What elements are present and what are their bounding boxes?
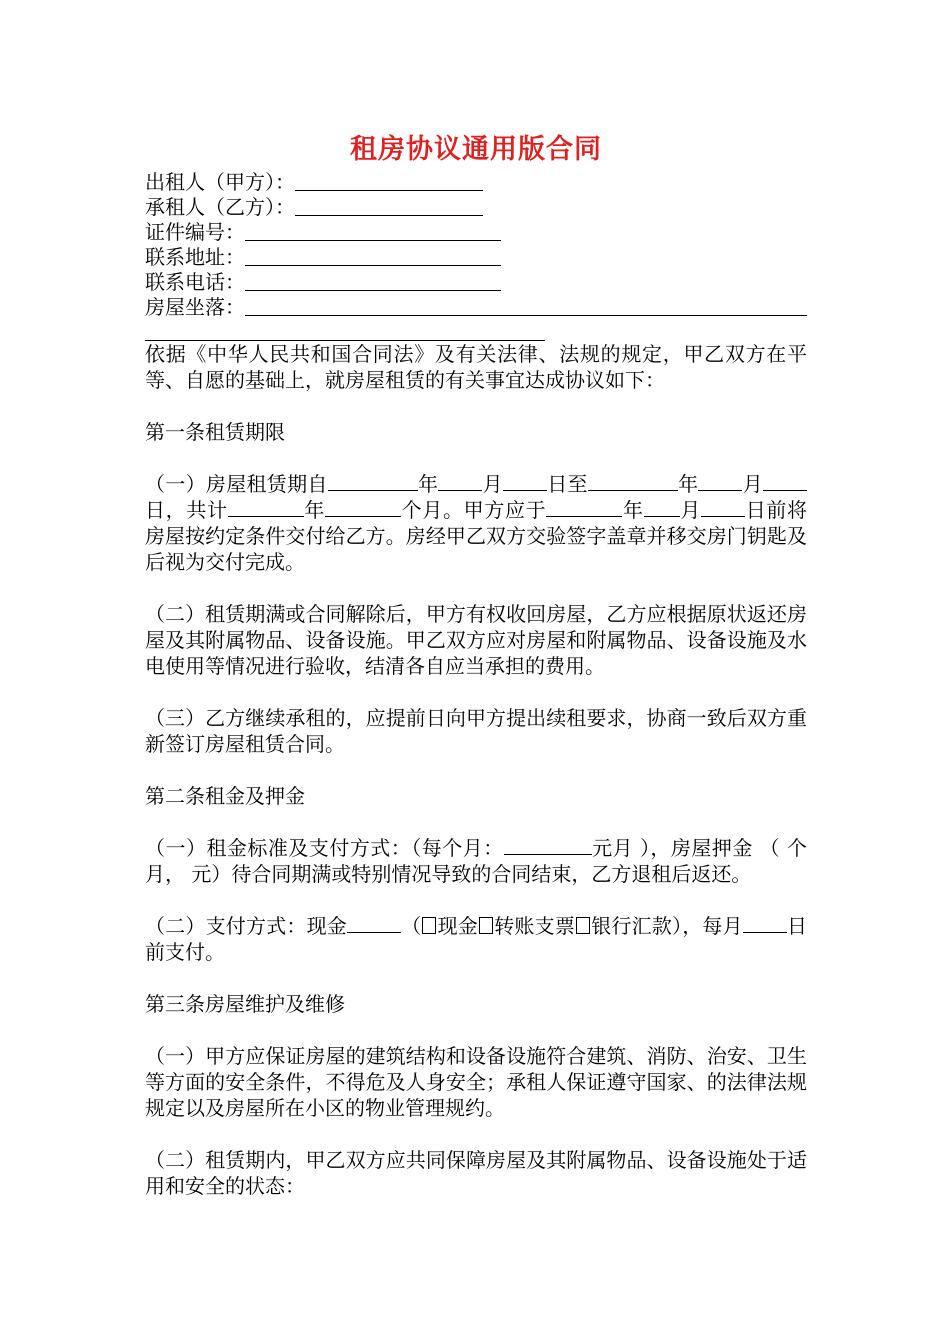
article-3-heading: 第三条房屋维护及维修: [145, 992, 345, 1016]
blank-line: [588, 472, 678, 491]
blank-line: [245, 247, 501, 266]
article-2-heading: 第二条租金及押金: [145, 784, 305, 808]
article-1-clause-3: （三）乙方继续承租的，应提前日向甲方提出续租要求，协商一致后双方重新签订房屋租赁合同。: [145, 706, 807, 756]
blank-line: [763, 472, 807, 491]
blank-line: [328, 472, 418, 491]
article-3-clause-2: （二）租赁期内，甲乙双方应共同保障房屋及其附属物品、设备设施处于适用和安全的状态：: [145, 1148, 807, 1198]
blank-line-continuation: [145, 320, 545, 341]
document-title: 租房协议通用版合同: [350, 134, 602, 165]
article-1-heading: 第一条租赁期限: [145, 420, 285, 444]
blank-line: [245, 272, 501, 291]
blank-line: [295, 172, 483, 191]
blank-line: [245, 222, 501, 241]
lessee-field: [145, 195, 807, 220]
article-2-clause-2: （二）支付方式：现金 （ 现金 转账支票 银行汇款），每月 日前支付。: [145, 914, 808, 964]
contract-page: [145, 130, 807, 1199]
blank-line: [347, 914, 401, 933]
article-3-clause-1: （一）甲方应保证房屋的建筑结构和设备设施符合建筑、消防、治安、卫生等方面的安全条件，不得危及人身安全；承租人保证遵守国家、的法律法规规定以及房屋所在小区的物业管理规约。: [145, 1044, 807, 1120]
checkbox-icon: [422, 917, 436, 934]
article-2-clause-1: （一）租金标准及支付方式：（每个月： 元月 ），房屋押金 （ 个月， 元）待合同期满或特别情况导致的合同结束，乙方退租后返还。: [145, 836, 808, 886]
lessor-field: [145, 170, 807, 195]
blank-line: [325, 498, 401, 517]
blank-line: [504, 836, 592, 855]
id-number-field: [145, 220, 807, 245]
blank-line: [698, 472, 742, 491]
checkbox-icon: [576, 917, 590, 934]
field-label: 联系地址：: [145, 245, 245, 269]
phone-field: [145, 270, 807, 295]
blank-line: [503, 472, 547, 491]
intro-paragraph: 依据《中华人民共和国合同法》及有关法律、法规的规定，甲乙双方在平等、自愿的基础上，就房屋租赁的有关事宜达成协议如下：: [145, 342, 807, 392]
checkbox-icon: [479, 917, 493, 934]
blank-line: [245, 297, 807, 316]
blank-line: [701, 498, 745, 517]
field-label: 房屋坐落：: [145, 295, 245, 319]
blank-line: [295, 197, 483, 216]
blank-line: [228, 498, 304, 517]
field-label: 出租人（甲方）：: [145, 170, 295, 194]
blank-line: [438, 472, 482, 491]
blank-line: [546, 498, 622, 517]
article-1-clause-1: （一）房屋租赁期自 年 月 日至 年 月日，共计 年 个月。甲方应于 年 月 日前将房屋按约定条件交付给乙方。房经甲乙双方交验签字盖章并移交房门钥匙及后视为交付完成。: [145, 472, 808, 574]
field-label: 联系电话：: [145, 270, 245, 294]
address-field: [145, 245, 807, 270]
article-1-clause-2: （二）租赁期满或合同解除后，甲方有权收回房屋，乙方应根据原状返还房屋及其附属物品、设备设施。甲乙双方应对房屋和附属物品、设备设施及水电使用等情况进行验收，结清各自应当承担的费用。: [145, 602, 807, 678]
field-label: 承租人（乙方）：: [145, 195, 295, 219]
blank-line: [743, 914, 787, 933]
property-location-field: [145, 295, 807, 320]
field-label: 证件编号：: [145, 220, 245, 244]
blank-line: [644, 498, 680, 517]
